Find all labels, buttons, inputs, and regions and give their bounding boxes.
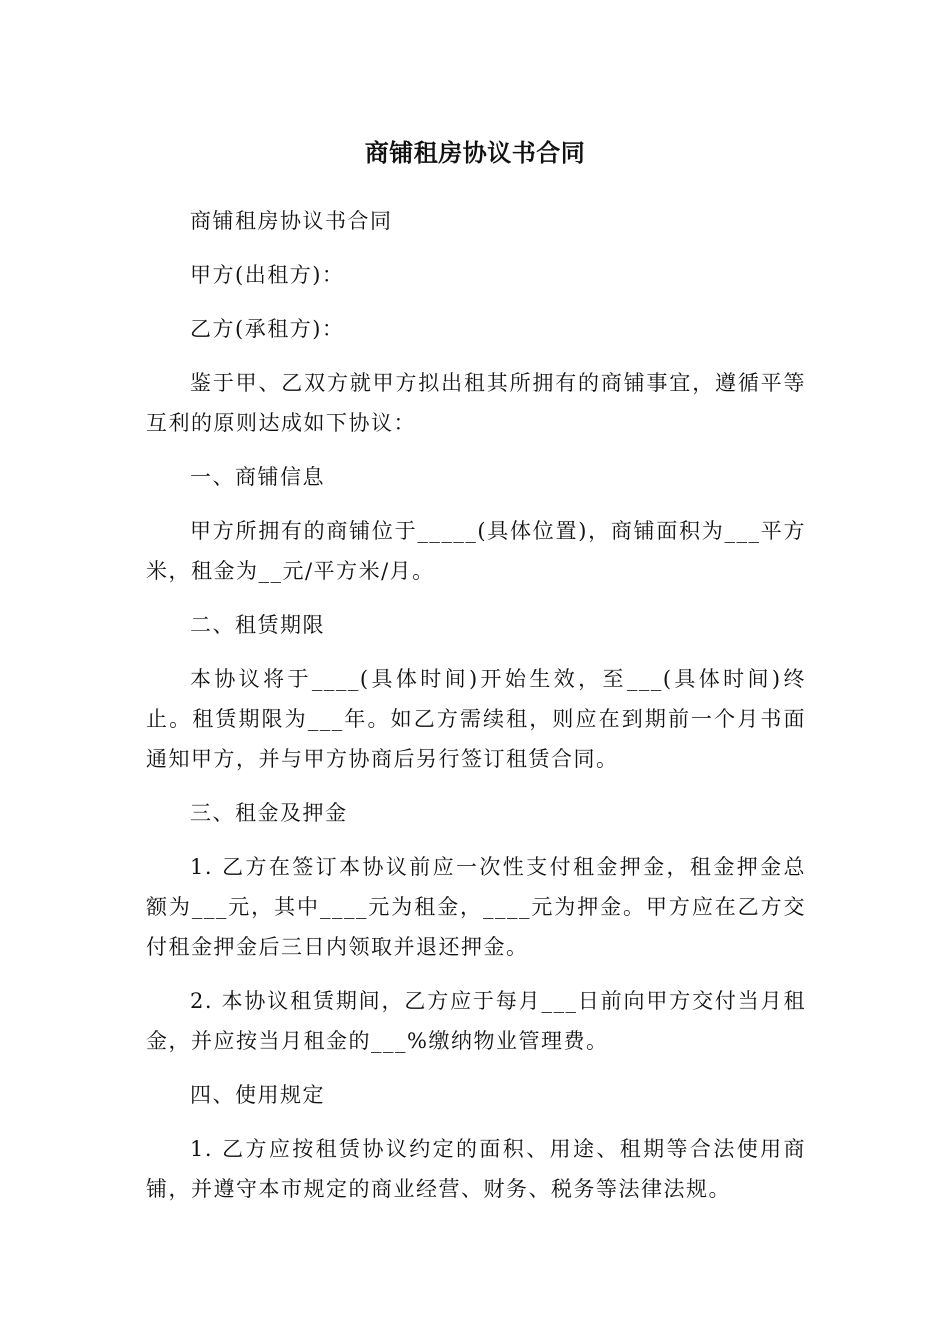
paragraph-rent-deposit-2: 2. 本协议租赁期间，乙方应于每月___日前向甲方交付当月租金，并应按当月租金的___%缴纳物业管理费。 — [146, 989, 806, 1053]
document-title: 商铺租房协议书合同 — [364, 139, 586, 167]
paragraph-heading-repeat: 商铺租房协议书合同 — [190, 209, 393, 233]
section-heading-shop-info: 一、商铺信息 — [190, 465, 325, 489]
section-heading-usage-rules: 四、使用规定 — [190, 1083, 325, 1107]
paragraph-usage-rules-1: 1. 乙方应按租赁协议约定的面积、用途、租期等合法使用商铺，并遵守本市规定的商业经营、财务、税务等法律法规。 — [146, 1137, 806, 1201]
paragraph-lease-term: 本协议将于____(具体时间)开始生效，至___(具体时间)终止。租赁期限为___年。如乙方需续租，则应在到期前一个月书面通知甲方，并与甲方协商后另行签订租赁合同。 — [146, 667, 806, 771]
paragraph-rent-deposit-1: 1. 乙方在签订本协议前应一次性支付租金押金，租金押金总额为___元，其中____元为租金，____元为押金。甲方应在乙方交付租金押金后三日内领取并退还押金。 — [146, 855, 806, 959]
paragraph-party-b: 乙方(承租方)： — [190, 317, 345, 341]
paragraph-shop-info: 甲方所拥有的商铺位于_____(具体位置)，商铺面积为___平方米，租金为__元/平方米/月。 — [146, 519, 806, 583]
document-body — [146, 201, 806, 1223]
paragraph-party-a: 甲方(出租方)： — [190, 263, 345, 287]
section-heading-rent-deposit: 三、租金及押金 — [190, 801, 348, 825]
section-heading-lease-term: 二、租赁期限 — [190, 613, 325, 637]
paragraph-preamble: 鉴于甲、乙双方就甲方拟出租其所拥有的商铺事宜，遵循平等互利的原则达成如下协议： — [146, 371, 806, 435]
